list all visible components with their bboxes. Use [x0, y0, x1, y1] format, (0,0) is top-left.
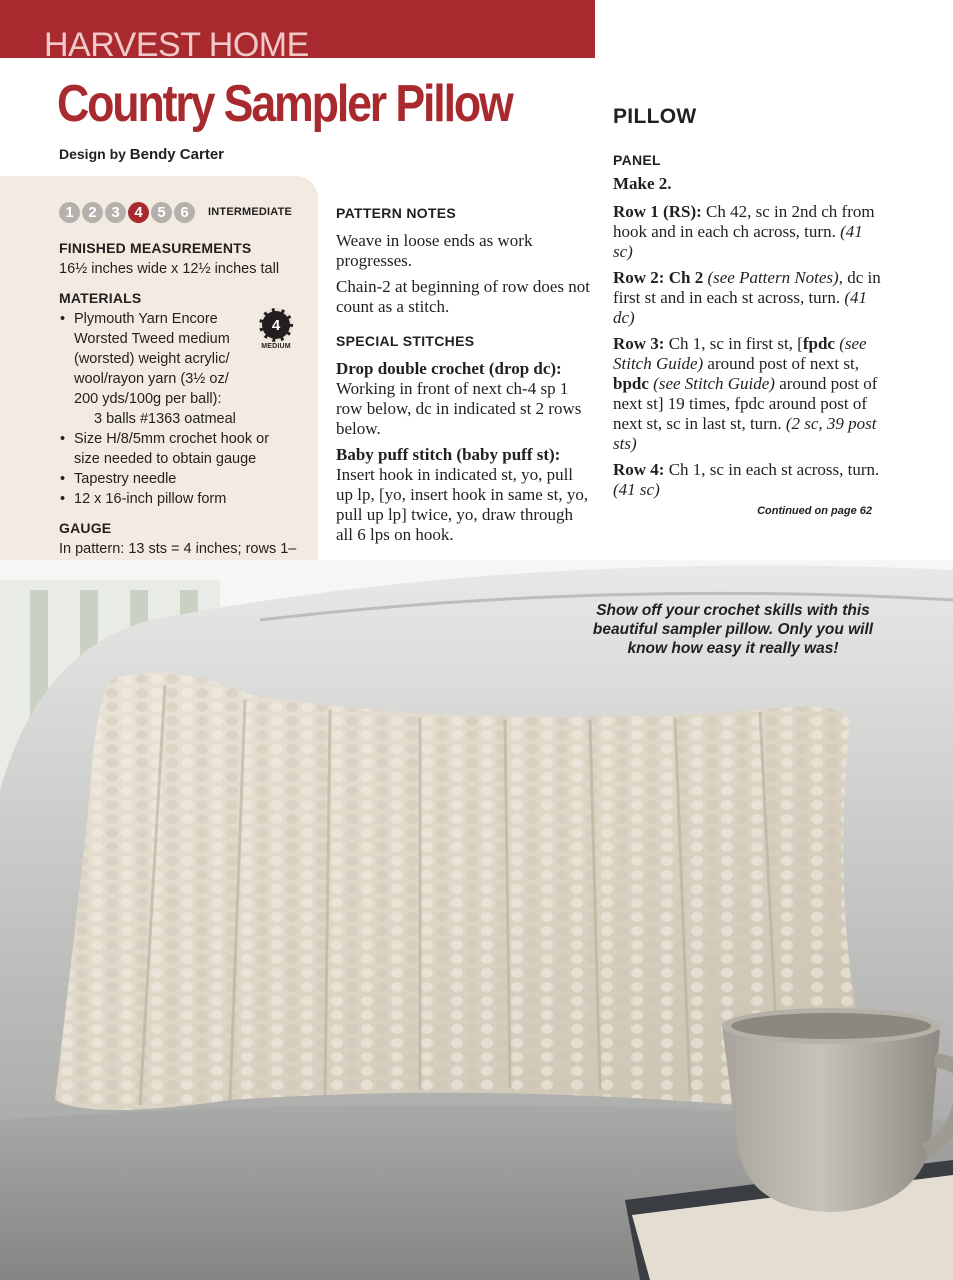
skill-dot-4-active: 4: [128, 202, 149, 223]
stitch-abbrev: fpdc: [802, 334, 835, 353]
row-count: (41 sc): [613, 480, 660, 499]
skill-dot-1: 1: [59, 202, 80, 223]
pattern-notes-heading: PATTERN NOTES: [336, 205, 457, 221]
row-text: around post of next st] 19 times, fpdc around post of next st, sc in last st, turn.: [613, 374, 878, 433]
stitch-drop-dc: [336, 359, 594, 439]
page-title: Country Sampler Pillow: [57, 75, 512, 133]
badge-caption: MEDIUM: [261, 343, 291, 350]
row-count: (2 sc, 39 post sts): [613, 414, 877, 453]
stitch-baby-puff: [336, 445, 594, 545]
yarn-weight-badge: [255, 308, 297, 356]
badge-number: 4: [271, 316, 281, 334]
hook-line: • Size H/8/5mm crochet hook or: [74, 431, 270, 447]
row-label: Row 3:: [613, 334, 665, 353]
row-label: Row 4:: [613, 460, 665, 479]
photo-illustration: [0, 560, 953, 1280]
pattern-column: [613, 104, 881, 506]
stitch-title: Drop double crochet (drop dc):: [336, 359, 562, 378]
panel-heading: PANEL: [613, 152, 661, 168]
yarn-line: wool/rayon yarn (3½ oz/: [74, 371, 229, 387]
stitch-text: Insert hook in indicated st, yo, pull up lp, [yo, insert hook in same st, yo, pull up lp] twice, yo, draw through all 6 lps on hook.: [336, 465, 589, 544]
yarn-line: (worsted) weight acrylic/: [74, 351, 230, 367]
skill-dot-6: 6: [174, 202, 195, 223]
pillow-heading: PILLOW: [613, 105, 697, 128]
skill-label: INTERMEDIATE: [208, 206, 293, 218]
stitch-title: Baby puff stitch (baby puff st):: [336, 445, 561, 464]
skill-dot-5: 5: [151, 202, 172, 223]
materials-heading: MATERIALS: [59, 290, 142, 306]
yarn-line: 200 yds/100g per ball):: [74, 391, 222, 407]
row-note: (see Stitch Guide): [613, 334, 867, 373]
row-count: (41 sc): [613, 222, 863, 261]
skill-dot-3: 3: [105, 202, 126, 223]
stitch-abbrev: bpdc: [613, 374, 649, 393]
material-form: • 12 x 16-inch pillow form: [59, 489, 309, 509]
row-label: Row 2: Ch 2: [613, 268, 704, 287]
photo-caption: Show off your crochet skills with this beautiful sampler pillow. Only you will know how easy it really was!: [592, 602, 874, 657]
yarn-color: 3 balls #1363 oatmeal: [94, 411, 236, 427]
hook-line: size needed to obtain gauge: [74, 451, 257, 467]
row-label: Row 1 (RS):: [613, 202, 702, 221]
skill-level: [59, 201, 292, 223]
row-text: around post of next st,: [703, 354, 859, 373]
row-text: Ch 42, sc in 2nd ch from hook and in each ch across, turn.: [613, 202, 875, 241]
pattern-notes-column: [336, 203, 594, 551]
material-hook: [59, 429, 309, 469]
special-stitches-heading: SPECIAL STITCHES: [336, 333, 475, 349]
row-text: , dc in first st and in each st across, turn.: [613, 268, 881, 307]
yarn-ball-icon: [259, 308, 293, 342]
info-column: [59, 238, 309, 579]
make-instruction: Make 2.: [613, 174, 672, 193]
designer-name: Bendy Carter: [129, 146, 224, 163]
finished-heading: FINISHED MEASUREMENTS: [59, 240, 252, 256]
continued-note: Continued on page 62: [757, 505, 872, 517]
note-1: Weave in loose ends as work progresses.: [336, 231, 533, 270]
row-3: [613, 334, 881, 454]
gauge-text: In pattern: 13 sts = 4 inches; rows 1–: [59, 541, 297, 557]
material-needle: • Tapestry needle: [59, 469, 309, 489]
designer-credit: [59, 146, 224, 163]
section-label: HARVEST HOME: [44, 26, 309, 64]
row-text: Ch 1, sc in first st, [: [664, 334, 803, 353]
pillow-photo: [0, 560, 953, 1280]
row-2: [613, 268, 881, 328]
gauge-heading: GAUGE: [59, 520, 112, 536]
yarn-line: Worsted Tweed medium: [74, 331, 230, 347]
row-4: [613, 460, 881, 500]
row-note: (see Pattern Notes): [703, 268, 839, 287]
skill-dot-2: 2: [82, 202, 103, 223]
row-count: (41 dc): [613, 288, 868, 327]
row-note: (see Stitch Guide): [648, 374, 775, 393]
row-text: Ch 1, sc in each st across, turn.: [664, 460, 880, 479]
note-2: Chain-2 at beginning of row does not count as a stitch.: [336, 277, 591, 316]
row-1: [613, 202, 881, 262]
finished-text: 16½ inches wide x 12½ inches tall: [59, 261, 280, 277]
yarn-line: • Plymouth Yarn Encore: [74, 311, 218, 327]
designer-prefix: Design by: [59, 146, 126, 162]
stitch-text: Working in front of next ch-4 sp 1 row below, dc in indicated st 2 rows below.: [336, 379, 582, 438]
